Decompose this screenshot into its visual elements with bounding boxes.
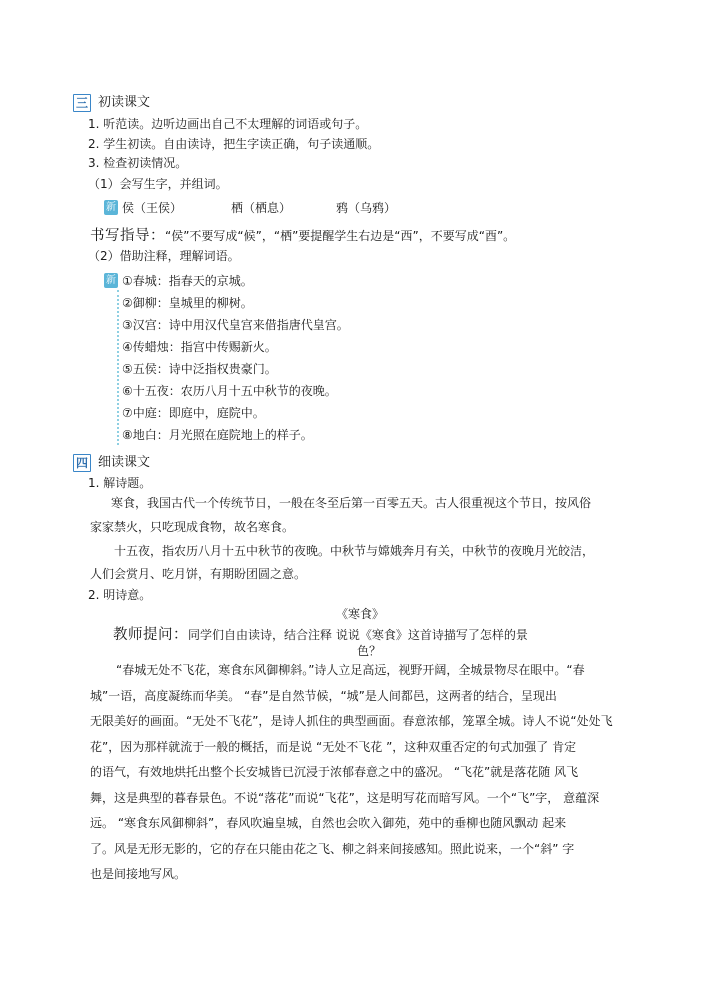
word-1: 侯（王侯）: [122, 201, 183, 215]
writing-guide-label: 书写指导：: [90, 228, 165, 244]
section-4-title: 细读课文: [98, 455, 151, 470]
writing-guide-text: “侯”不要写成“候”，“栖”要提醒学生右边是“西”，不要写成“酉”。: [165, 229, 516, 243]
teacher-question: [113, 626, 528, 644]
analysis-line: 城”一语，高度凝练而华美。 “春”是自然节候，“城”是人间都邑，这两者的结合，呈现出: [90, 688, 557, 703]
analysis-line: 舞，这是典型的暮春景色。不说“落花”而说“飞花”，这是明写花而暗写风。一个“飞”字， 意蕴深: [90, 790, 600, 805]
sub-step-1: （1）会写生字，并组词。: [88, 177, 228, 191]
sub-step-2: （2）借助注释，理解词语。: [88, 249, 240, 263]
step-4-1: 1. 解诗题。: [88, 476, 152, 490]
analysis-line: 远。 “寒食东风御柳斜”，春风吹遍皇城，自然也会吹入御苑，苑中的垂柳也随风飘动 起来: [90, 816, 567, 830]
note-1: ①春城：指春天的京城。: [122, 274, 253, 288]
paragraph-shiwuye-line-1: 十五夜，指农历八月十五中秋节的夜晚。中秋节与嫦娥奔月有关，中秋节的夜晚月光皎洁，: [114, 544, 595, 558]
new-character-icon: 新: [106, 202, 116, 213]
step-4-2: 2. 明诗意。: [88, 588, 152, 602]
analysis-line: 了。风是无形无影的，它的存在只能由花之飞、柳之斜来间接感知。照此说来，一个“斜” 字: [90, 841, 575, 856]
note-5: ⑤五侯：诗中泛指权贵豪门。: [122, 362, 277, 376]
notes-dotted-line: [117, 290, 119, 445]
section-3-badge: 三: [73, 94, 91, 112]
analysis-line: 无限美好的画面。“无处不飞花”，是诗人抓住的典型画面。春意浓郁，笼罩全城。诗人不说“处处飞: [90, 714, 613, 728]
note-7: ⑦中庭：即庭中，庭院中。: [122, 406, 265, 420]
writing-guide: [90, 227, 515, 245]
paragraph-shiwuye-line-2: 人们会赏月、吃月饼，有期盼团圆之意。: [90, 567, 307, 581]
poem-title: 《寒食》: [336, 607, 385, 621]
teacher-question-text: 同学们自由读诗，结合注释 说说《寒食》这首诗描写了怎样的景: [188, 628, 528, 642]
step-3: 3. 检查初读情况。: [88, 156, 188, 170]
note-8: ⑧地白：月光照在庭院地上的样子。: [122, 428, 313, 442]
analysis-line: 的语气，有效地烘托出整个长安城皆已沉浸于浓郁春意之中的盛况。 “飞花”就是落花随 风飞: [90, 765, 579, 779]
section-3-title: 初读课文: [98, 95, 151, 110]
step-1: 1. 听范读。边听边画出自己不太理解的词语或句子。: [88, 117, 368, 131]
paragraph-hanshi-line-2: 家家禁火，只吃现成食物，故名寒食。: [90, 520, 295, 534]
note-3: ③汉宫：诗中用汉代皇宫来借指唐代皇宫。: [122, 318, 349, 332]
note-icon: 新: [106, 275, 116, 286]
paragraph-hanshi-line-1: 寒食，我国古代一个传统节日，一般在冬至后第一百零五天。古人很重视这个节日，按风俗: [111, 496, 592, 510]
poem-analysis: [90, 658, 650, 888]
note-4: ④传蜡烛：指宫中传赐新火。: [122, 340, 277, 354]
step-2: 2. 学生初读。自由读诗，把生字读正确，句子读通顺。: [88, 137, 380, 151]
analysis-line: 也是间接地写风。: [90, 867, 187, 881]
teacher-question-label: 教师提问：: [113, 627, 188, 643]
note-6: ⑥十五夜：农历八月十五中秋节的夜晚。: [122, 384, 337, 398]
section-4-badge: 四: [73, 454, 91, 472]
word-3: 鸦（乌鸦）: [336, 201, 397, 215]
note-2: ②御柳：皇城里的柳树。: [122, 296, 253, 310]
analysis-line: 花”，因为那样就流于一般的概括，而是说 “无处不飞花 ”，这种双重否定的句式加强了 肯定: [90, 739, 577, 754]
analysis-line: “春城无处不飞花，寒食东风御柳斜。”诗人立足高远，视野开阔，全城景物尽在眼中。“春: [116, 663, 585, 677]
word-2: 栖（栖息）: [231, 201, 292, 215]
teacher-question-end: 色？: [357, 644, 382, 658]
